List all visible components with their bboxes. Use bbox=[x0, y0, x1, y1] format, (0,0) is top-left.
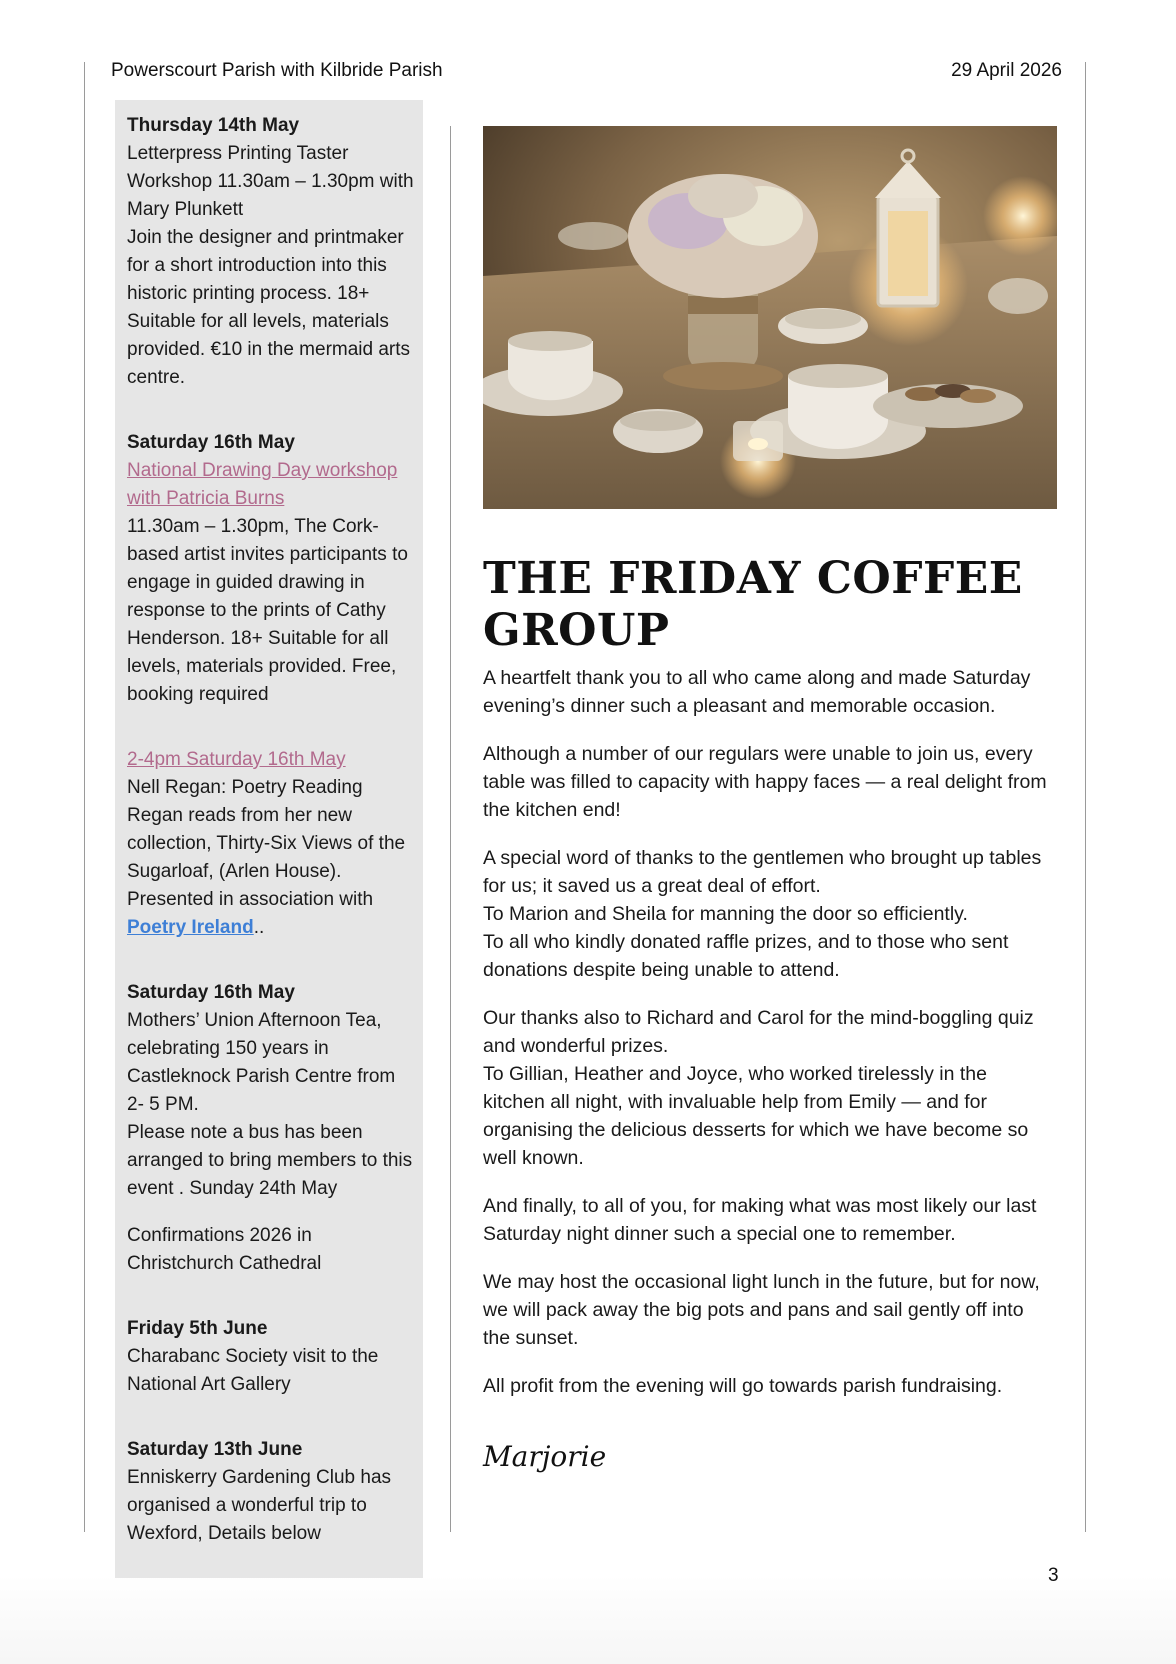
event-charabanc-visit bbox=[127, 1315, 417, 1399]
event-description: Nell Regan: Poetry Reading Regan reads from her new collection, Thirty-Six Views of the Sugarloaf, (Arlen House). Presented in association with bbox=[127, 777, 406, 910]
right-margin-rule bbox=[1085, 62, 1086, 1532]
article-body bbox=[483, 664, 1053, 1420]
event-national-drawing-day bbox=[127, 429, 417, 709]
article-paragraph: A heartfelt thank you to all who came along and made Saturday evening’s dinner such a pleasant and memorable occasion. bbox=[483, 667, 1031, 717]
article-paragraph: A special word of thanks to the gentlemen who brought up tables for us; it saved us a great deal of effort. To Marion and Sheila for manning the door so efficiently. To all who kindly donated raffle prizes, and to those who sent donations despite being unable to attend. bbox=[483, 847, 1042, 981]
article-signature: Marjorie bbox=[483, 1440, 607, 1473]
event-mothers-union-tea bbox=[127, 979, 417, 1203]
article-paragraph: And finally, to all of you, for making what was most likely our last Saturday night dinner such a special one to remember. bbox=[483, 1195, 1037, 1245]
event-date: Saturday 16th May bbox=[127, 432, 295, 453]
page-number: 3 bbox=[1048, 1565, 1059, 1586]
event-date: Thursday 14th May bbox=[127, 115, 300, 136]
header-parish-name: Powerscourt Parish with Kilbride Parish bbox=[111, 60, 443, 81]
drawing-day-link[interactable]: National Drawing Day workshop with Patricia Burns bbox=[127, 460, 398, 509]
article-paragraph: Our thanks also to Richard and Carol for the mind-boggling quiz and wonderful prizes. To Gillian, Heather and Joyce, who worked tirelessly in the kitchen all night, with invaluable help from Emily — and for organising the delicious desserts for which we have become so well known. bbox=[483, 1007, 1034, 1169]
article-title: THE FRIDAY COFFEE GROUP bbox=[483, 553, 1023, 656]
events-sidebar bbox=[115, 100, 423, 1578]
events-list bbox=[127, 112, 417, 1567]
event-date: Saturday 13th June bbox=[127, 1439, 303, 1460]
event-letterpress-workshop bbox=[127, 112, 417, 392]
event-description: Please note a bus has been arranged to bring members to this event . Sunday 24th May bbox=[127, 1122, 413, 1199]
article-paragraph: All profit from the evening will go towards parish fundraising. bbox=[483, 1375, 1003, 1397]
event-confirmations bbox=[127, 1222, 417, 1278]
event-description: Join the designer and printmaker for a short introduction into this historic printing process. 18+ Suitable for all levels, materials provided. €10 in the mermaid arts centre. bbox=[127, 227, 411, 388]
page-bottom-shade bbox=[0, 1575, 1176, 1664]
coffee-table-photo bbox=[483, 126, 1057, 509]
poetry-reading-link[interactable]: 2-4pm Saturday 16th May bbox=[127, 749, 346, 770]
header-date: 29 April 2026 bbox=[951, 60, 1062, 81]
event-gardening-trip bbox=[127, 1436, 417, 1548]
event-description: Charabanc Society visit to the National Art Gallery bbox=[127, 1346, 379, 1395]
event-title: Letterpress Printing Taster Workshop 11.30am – 1.30pm with Mary Plunkett bbox=[127, 143, 414, 220]
link-suffix: .. bbox=[253, 917, 265, 938]
event-description: Enniskerry Gardening Club has organised a wonderful trip to Wexford, Details below bbox=[127, 1467, 392, 1544]
event-date: Saturday 16th May bbox=[127, 982, 295, 1003]
poetry-ireland-link[interactable]: Poetry Ireland bbox=[127, 917, 254, 938]
event-description: Confirmations 2026 in Christchurch Cathedral bbox=[127, 1225, 322, 1274]
event-poetry-reading bbox=[127, 746, 417, 942]
left-margin-rule bbox=[84, 62, 85, 1532]
article-paragraph: Although a number of our regulars were unable to join us, every table was filled to capacity with happy faces — a real delight from the kitchen end! bbox=[483, 743, 1047, 821]
event-date: Friday 5th June bbox=[127, 1318, 268, 1339]
event-title: Mothers’ Union Afternoon Tea, celebrating 150 years in Castleknock Parish Centre from 2- 5 PM. bbox=[127, 1010, 396, 1115]
article-paragraph: We may host the occasional light lunch in the future, but for now, we will pack away the big pots and pans and sail gently off into the sunset. bbox=[483, 1271, 1040, 1349]
event-description: 11.30am – 1.30pm, The Cork-based artist invites participants to engage in guided drawing in response to the prints of Cathy Henderson. 18+ Suitable for all levels, materials provided. Free, booking required bbox=[127, 516, 408, 705]
column-divider-rule bbox=[450, 126, 451, 1532]
